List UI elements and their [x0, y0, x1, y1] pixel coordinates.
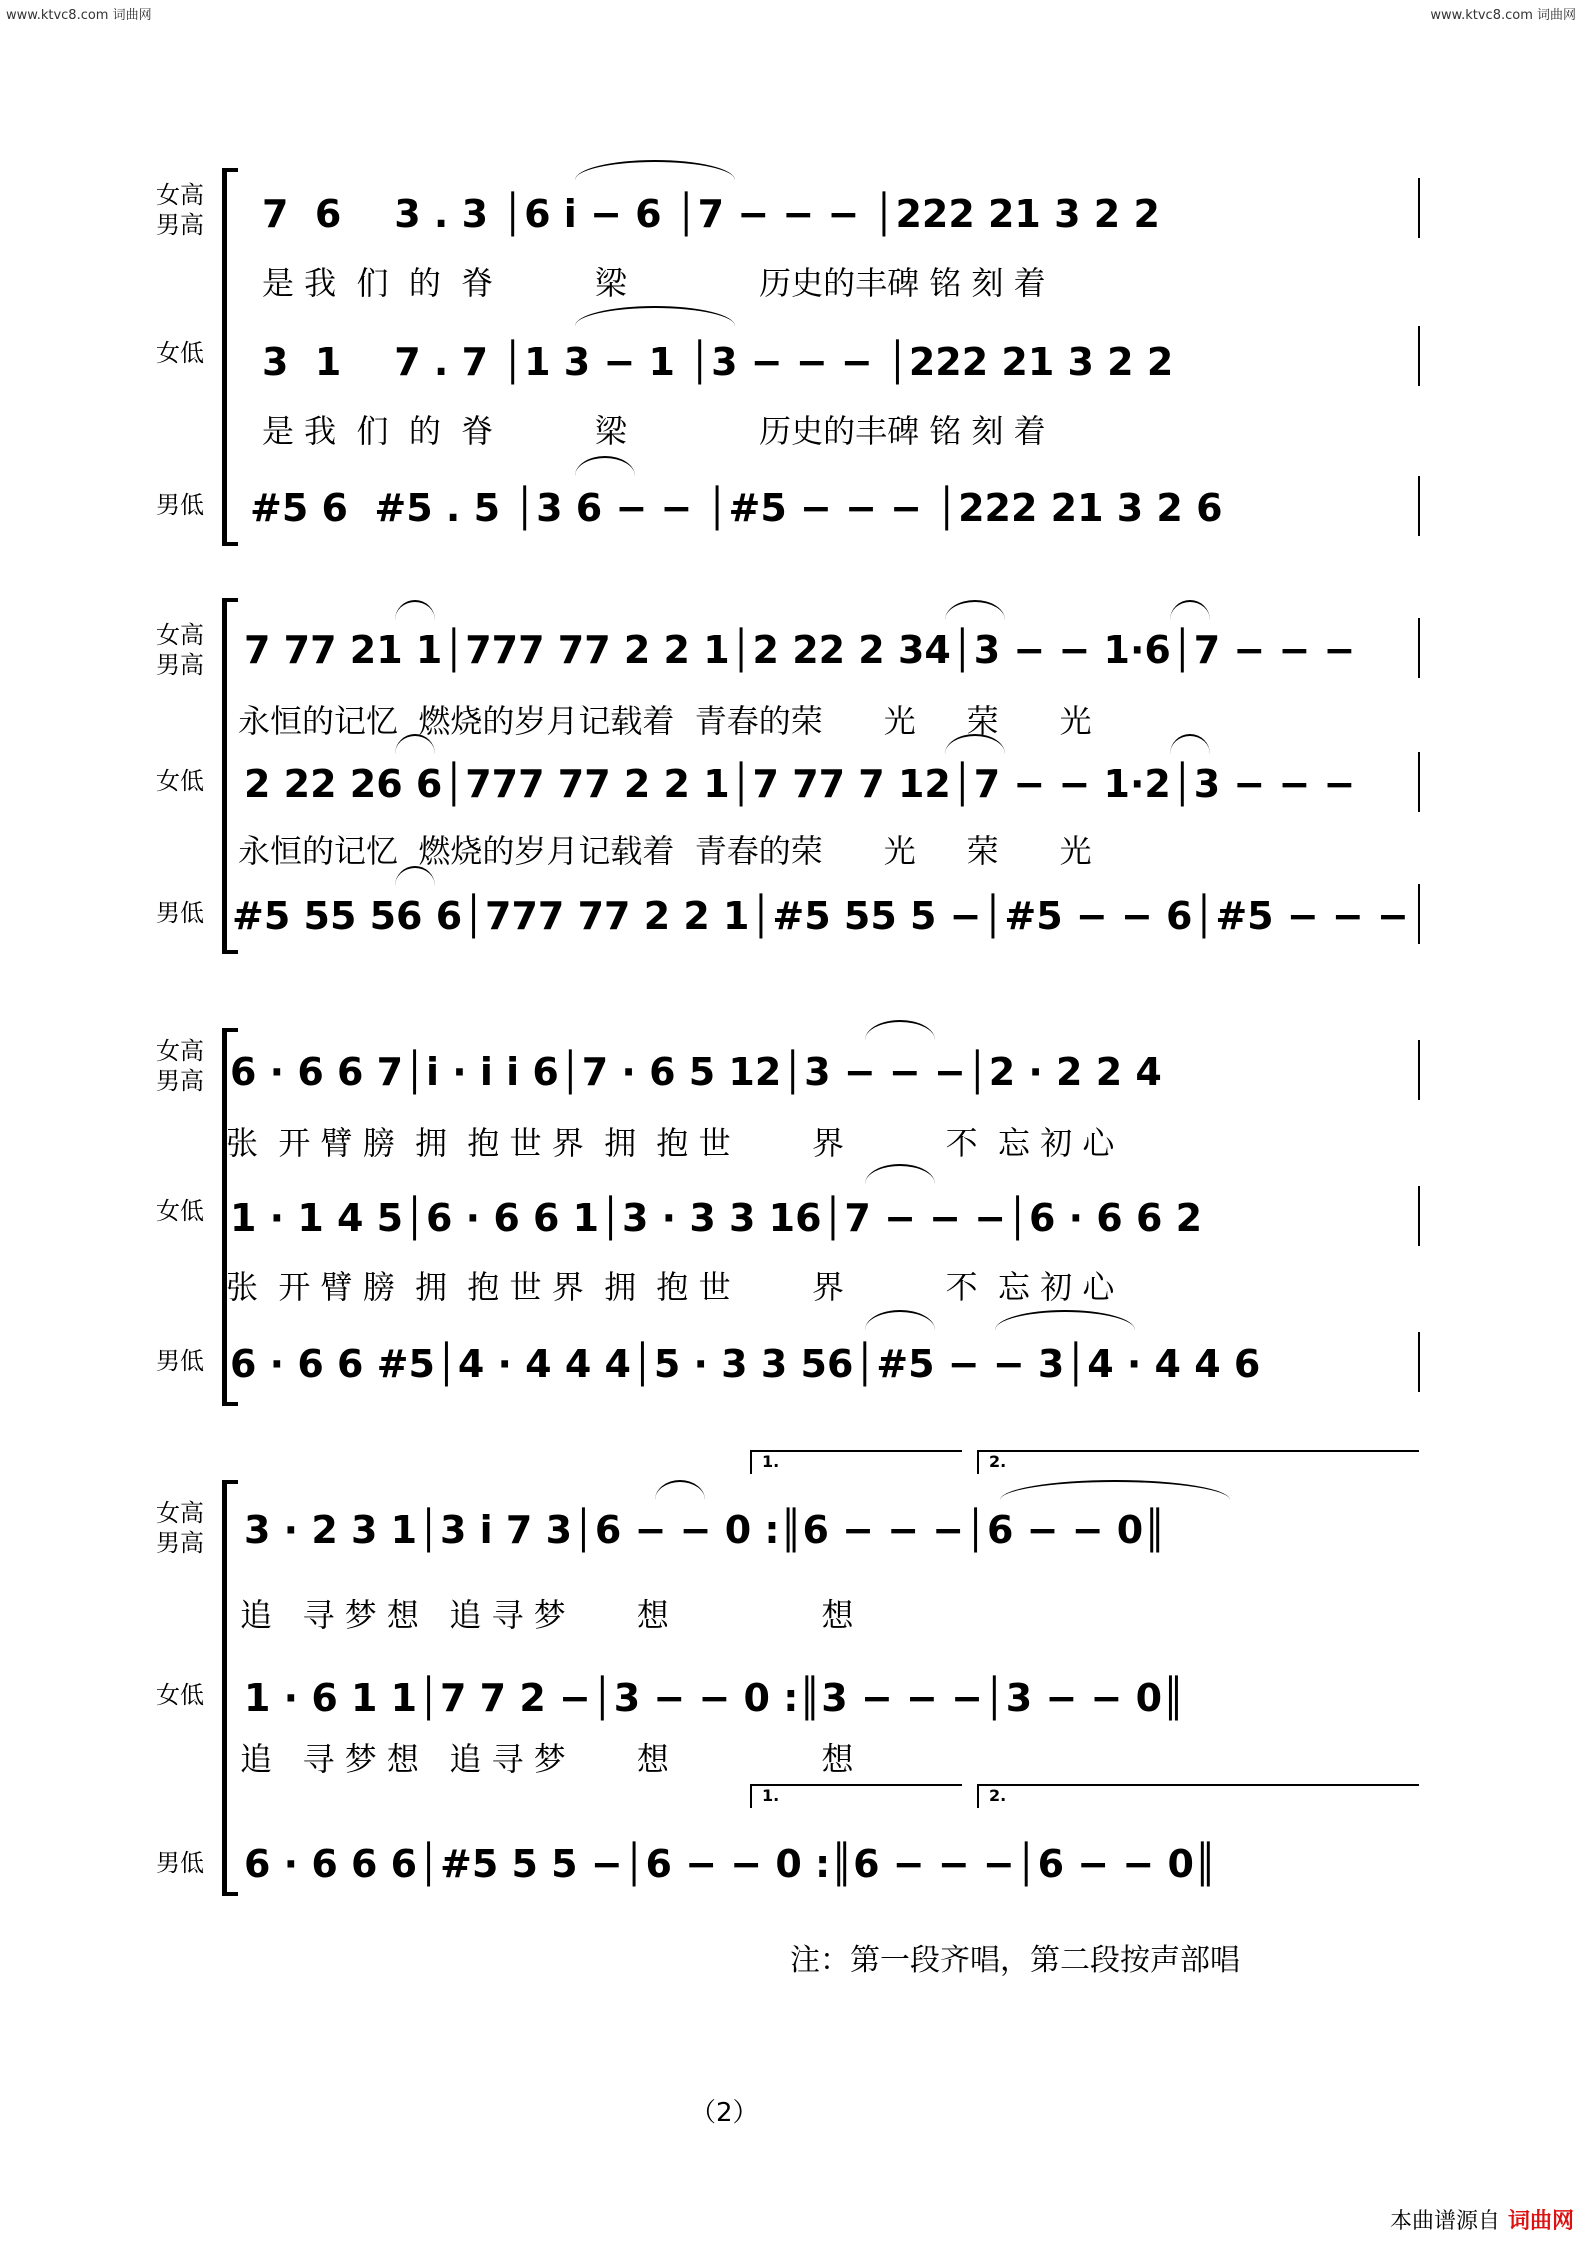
barline [1418, 884, 1420, 944]
voice-label-s2: 女低 [156, 1197, 204, 1225]
brace-bottom [222, 1402, 238, 1406]
brace-top [222, 168, 238, 172]
brace-top [222, 1480, 238, 1484]
voice-label-line: 女高 [156, 1037, 204, 1065]
system-brace [222, 1028, 227, 1406]
barline [1418, 752, 1420, 812]
slur [995, 1310, 1135, 1330]
lyrics-row: 追 寻 梦 想 追 寻 梦 想 想 [240, 1596, 854, 1634]
voice-label-line: 女高 [156, 1499, 204, 1527]
lyrics-row: 是 我 们 的 脊 梁 历史的丰碑 铭 刻 着 [262, 264, 1046, 302]
barline [1418, 178, 1420, 238]
barline [1418, 326, 1420, 386]
lyrics-row: 是 我 们 的 脊 梁 历史的丰碑 铭 刻 着 [262, 412, 1046, 450]
lyrics-row: 永恒的记忆 燃烧的岁月记载着 青春的荣 光 荣 光 [238, 702, 1092, 740]
voice-label-line: 女高 [156, 181, 204, 209]
notes-row: 7 6 3 . 3 │6 i − 6 │7 − − − │222 21 3 2 2 [262, 192, 1174, 236]
notes-row: 6 · 6 6 6│#5 5 5 −│6 − − 0 :║6 − − −│6 − − 0║ [244, 1842, 1217, 1886]
notes-row: 1 · 6 1 1│7 7 2 −│3 − − 0 :║3 − − −│3 − − 0║ [244, 1676, 1185, 1720]
voice-label-line: 男高 [156, 211, 204, 239]
voice-label-s2: 女低 [156, 339, 204, 367]
voice-label-line: 男高 [156, 651, 204, 679]
voice-label-line: 男高 [156, 1529, 204, 1557]
voice-label-s1 [148, 620, 212, 680]
footer-brand[interactable]: 词曲网 [1507, 2209, 1574, 2234]
lyrics-row: 张 开 臂 膀 拥 抱 世 界 拥 抱 世 界 不 忘 初 心 [226, 1124, 1115, 1162]
notes-row: 3 1 7 . 7 │1 3 − 1 │3 − − − │222 21 3 2 2 [262, 340, 1187, 384]
voice-label-line: 女高 [156, 621, 204, 649]
volta-first: 1. [750, 1784, 962, 1808]
slur [575, 456, 635, 476]
slur [1000, 1480, 1230, 1500]
lyrics-row: 张 开 臂 膀 拥 抱 世 界 拥 抱 世 界 不 忘 初 心 [226, 1268, 1115, 1306]
voice-label-s1 [148, 1036, 212, 1096]
brace-bottom [222, 542, 238, 546]
volta-second: 2. [977, 1784, 1419, 1808]
footer-prefix: 本曲谱源自 [1389, 2209, 1500, 2234]
notes-row: #5 55 56 6│777 77 2 2 1│#5 55 5 −│#5 − − 6│#5 − − − [232, 894, 1409, 938]
slur [395, 600, 435, 620]
footer-source [1390, 2204, 1574, 2235]
brace-top [222, 598, 238, 602]
notes-row: 6 · 6 6 #5│4 · 4 4 4│5 · 3 3 56│#5 − − 3│4 · 4 4 6 [230, 1342, 1261, 1386]
lyrics-row: 永恒的记忆 燃烧的岁月记载着 青春的荣 光 荣 光 [238, 832, 1092, 870]
performance-note: 注：第一段齐唱，第二段按声部唱 [790, 1943, 1240, 1978]
page-number: （2） [690, 2098, 759, 2128]
slur [655, 1480, 705, 1500]
barline [1418, 1332, 1420, 1392]
voice-label-s1 [148, 180, 212, 240]
volta-first: 1. [750, 1450, 962, 1474]
header-right-watermark: www.ktvc8.com 词曲网 [1430, 8, 1576, 23]
slur [945, 600, 1005, 620]
slur [575, 160, 735, 180]
lyrics-row: 追 寻 梦 想 追 寻 梦 想 想 [240, 1740, 854, 1778]
notes-row: 2 22 26 6│777 77 2 2 1│7 77 7 12│7 − − 1·2│3 − − − [244, 762, 1356, 806]
system-brace [222, 598, 227, 954]
barline [1418, 476, 1420, 536]
slur [1170, 600, 1210, 620]
system-brace [222, 1480, 227, 1896]
voice-label-s3: 男低 [156, 899, 204, 927]
notes-row: #5 6 #5 . 5 │3 6 − − │#5 − − − │222 21 3 2 6 [250, 486, 1236, 530]
voice-label-s2: 女低 [156, 1681, 204, 1709]
voice-label-s3: 男低 [156, 1347, 204, 1375]
barline [1418, 1186, 1420, 1246]
slur [865, 1164, 935, 1184]
notes-row: 1 · 1 4 5│6 · 6 6 1│3 · 3 3 16│7 − − −│6 · 6 6 2 [230, 1196, 1203, 1240]
voice-label-s1 [148, 1498, 212, 1558]
system-brace [222, 168, 227, 546]
barline [1418, 618, 1420, 678]
brace-bottom [222, 1892, 238, 1896]
slur [1170, 734, 1210, 754]
brace-bottom [222, 950, 238, 954]
barline [1418, 1040, 1420, 1100]
voice-label-line: 男高 [156, 1067, 204, 1095]
voice-label-s3: 男低 [156, 491, 204, 519]
voice-label-s3: 男低 [156, 1849, 204, 1877]
slur [865, 1020, 935, 1040]
notes-row: 3 · 2 3 1│3 i 7 3│6 − − 0 :║6 − − −│6 − − 0║ [244, 1508, 1167, 1552]
slur [865, 1310, 935, 1330]
volta-second: 2. [977, 1450, 1419, 1474]
header-left-watermark: www.ktvc8.com 词曲网 [6, 8, 152, 23]
brace-top [222, 1028, 238, 1032]
slur [575, 306, 735, 326]
voice-label-s2: 女低 [156, 767, 204, 795]
notes-row: 6 · 6 6 7│i · i i 6│7 · 6 5 12│3 − − −│2 · 2 2 4 [230, 1050, 1162, 1094]
notes-row: 7 77 21 1│777 77 2 2 1│2 22 2 34│3 − − 1·6│7 − − − [244, 628, 1356, 672]
